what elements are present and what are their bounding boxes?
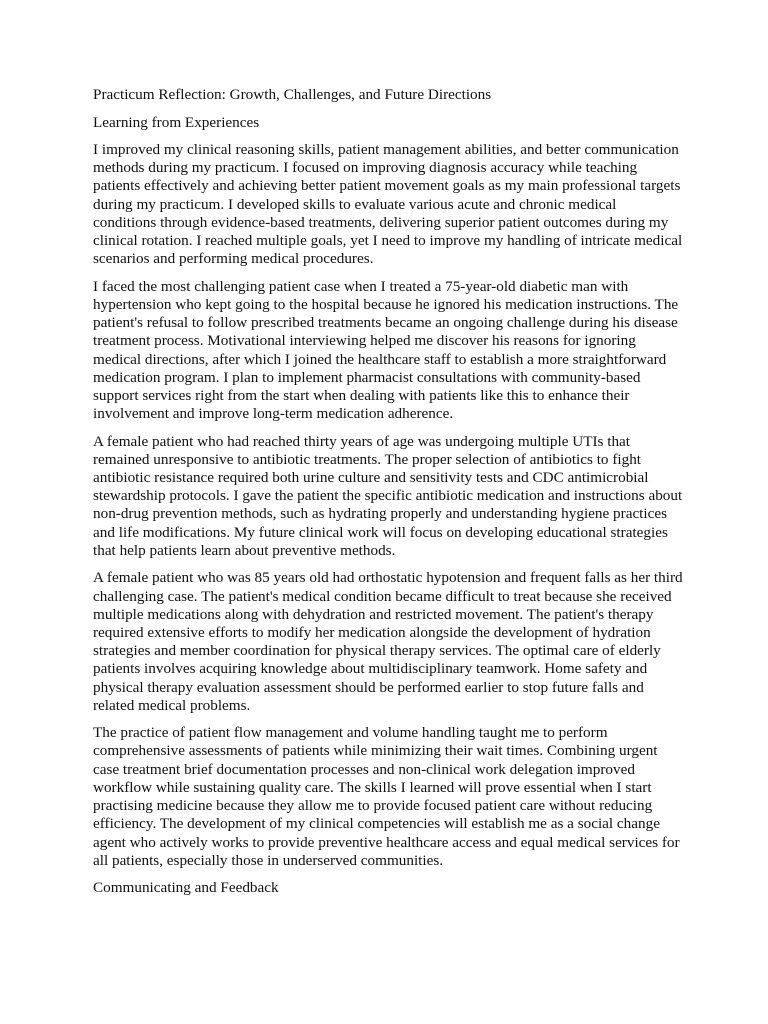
body-paragraph: I improved my clinical reasoning skills, patient management abilities, and better communication methods during my practicum. I focused on improving diagnosis accuracy while teaching patients effectively and achieving better patient movement goals as my main professional targets during my practicum. I developed skills to evaluate various acute and chronic medical conditions through evidence-based treatments, delivering superior patient outcomes during my clinical rotation. I reached multiple goals, yet I need to improve my handling of intricate medical scenarios and performing medical procedures. <box>93 141 683 268</box>
document-page <box>93 86 683 907</box>
body-paragraph: A female patient who was 85 years old had orthostatic hypotension and frequent falls as her third challenging case. The patient's medical condition became difficult to treat because she received multiple medications along with dehydration and restricted movement. The patient's therapy required extensive efforts to modify her medication alongside the development of hydration strategies and member coordination for physical therapy services. The optimal care of elderly patients involves acquiring knowledge about multidisciplinary teamwork. Home safety and physical therapy evaluation assessment should be performed earlier to stop future falls and related medical problems. <box>93 569 683 714</box>
body-paragraph: The practice of patient flow management and volume handling taught me to perform comprehensive assessments of patients while minimizing their wait times. Combining urgent case treatment brief documentation processes and non-clinical work delegation improved workflow while sustaining quality care. The skills I learned will prove essential when I start practising medicine because they allow me to provide focused patient care without reducing efficiency. The development of my clinical competencies will establish me as a social change agent who actively works to provide preventive healthcare access and equal medical services for all patients, especially those in underserved communities. <box>93 724 680 869</box>
body-paragraph: I faced the most challenging patient case when I treated a 75-year-old diabetic man with hypertension who kept going to the hospital because he ignored his medication instructions. The patient's refusal to follow prescribed treatments became an ongoing challenge during his disease treatment process. Motivational interviewing helped me discover his reasons for ignoring medical directions, after which I joined the healthcare staff to establish a more straightforward medication program. I plan to implement pharmacist consultations with community-based support services right from the start when dealing with patients like this to enhance their involvement and improve long-term medication adherence. <box>93 277 679 423</box>
body-paragraph: A female patient who had reached thirty years of age was undergoing multiple UTIs that remained unresponsive to antibiotic treatments. The proper selection of antibiotics to fight antibiotic resistance required both urine culture and sensitivity tests and CDC antimicrobial stewardship protocols. I gave the patient the specific antibiotic medication and instructions about non-drug prevention methods, such as hydrating properly and understanding hygiene practices and life modifications. My future clinical work will focus on developing educational strategies that help patients learn about preventive methods. <box>93 432 683 559</box>
section-heading-communicating: Communicating and Feedback <box>93 879 279 897</box>
document-title: Practicum Reflection: Growth, Challenges, and Future Directions <box>93 86 492 103</box>
section-heading-learning: Learning from Experiences <box>93 113 260 131</box>
